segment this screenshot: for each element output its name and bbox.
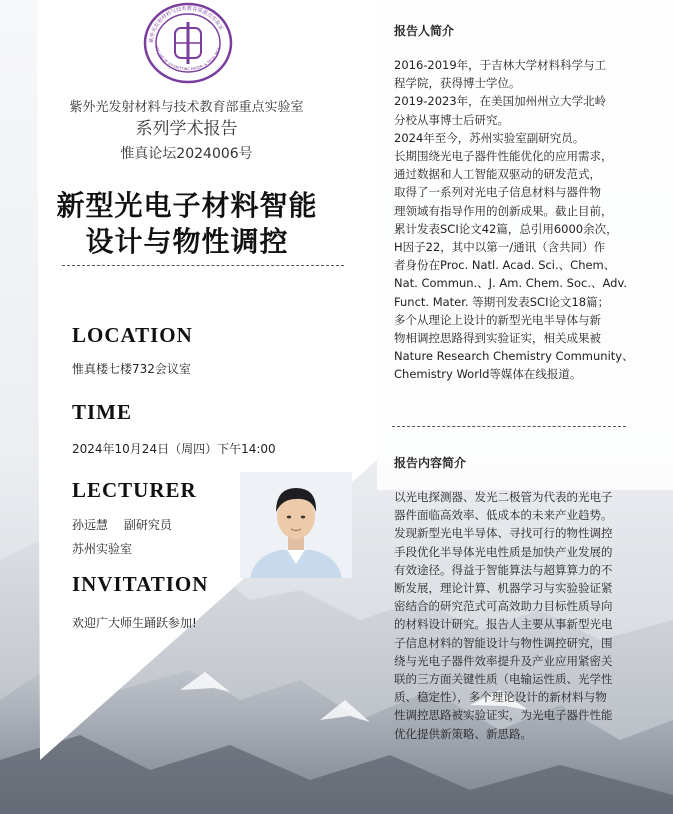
abstract-line: 密结合的研究范式可高效助力目标性质导向 bbox=[394, 599, 613, 614]
bio-line: 2024年至今，苏州实验室副研究员。 bbox=[394, 130, 585, 145]
location-heading: LOCATION bbox=[72, 323, 193, 347]
time-value: 2024年10月24日（周四）下午14:00 bbox=[72, 442, 276, 456]
bio-line: Nat. Commun.、J. Am. Chem. Soc.、Adv. bbox=[394, 276, 628, 291]
bio-line: 长期围绕光电子器件性能优化的应用需求， bbox=[394, 149, 613, 164]
abstract-line: 有效途径。得益于智能算法与超算算力的不 bbox=[394, 562, 613, 577]
talk-title-line1: 新型光电子材料智能 bbox=[56, 189, 318, 222]
series-title: 系列学术报告 bbox=[135, 119, 238, 139]
invitation-value: 欢迎广大师生踊跃参加! bbox=[72, 616, 197, 630]
bio-line: 多个从理论上设计的新型光电半导体与新 bbox=[394, 312, 601, 327]
bio-line: 2019-2023年，在美国加州州立大学北岭 bbox=[394, 94, 607, 109]
location-value: 惟真楼七楼732会议室 bbox=[72, 362, 191, 376]
abstract-heading: 报告内容简介 bbox=[394, 456, 467, 470]
invitation-heading: INVITATION bbox=[72, 572, 209, 596]
talk-title bbox=[30, 188, 344, 260]
abstract-line: 的材料设计研究。报告人主要从事新型光电 bbox=[394, 617, 613, 632]
bio-line: 2016-2019年，于吉林大学材料科学与工 bbox=[394, 58, 607, 72]
bio-text bbox=[394, 56, 664, 384]
bio-line: Nature Research Chemistry Community、 bbox=[394, 349, 634, 364]
lecturer-affiliation: 苏州实验室 bbox=[72, 542, 133, 556]
lecturer-heading: LECTURER bbox=[72, 478, 197, 502]
lecturer-photo bbox=[240, 472, 352, 578]
bio-line: Chemistry World等媒体在线报道。 bbox=[394, 367, 582, 382]
title-divider bbox=[62, 265, 344, 266]
bio-line: 通过数据和人工智能双驱动的研发范式， bbox=[394, 167, 601, 182]
bio-heading: 报告人简介 bbox=[394, 24, 455, 38]
time-heading: TIME bbox=[72, 400, 133, 424]
abstract-line: 断发展，理论计算、机器学习与实验验证紧 bbox=[394, 581, 613, 596]
forum-number: 惟真论坛2024006号 bbox=[120, 146, 253, 162]
abstract-line: 质、稳定性），多个理论设计的新材料与物 bbox=[394, 690, 607, 705]
bio-line: Funct. Mater. 等期刊发表SCI论文18篇； bbox=[394, 294, 610, 309]
abstract-line: 器件面临高效率、低成本的未来产业趋势。 bbox=[394, 508, 613, 523]
abstract-line: 子信息材料的智能设计与物性调控研究，围 bbox=[394, 635, 613, 650]
abstract-line: 联的三方面关键性质（电输运性质、光学性 bbox=[394, 672, 613, 687]
bio-line: 取得了一系列对光电子信息材料与器件物 bbox=[394, 185, 601, 200]
lab-name: 紫外光发射材料与技术教育部重点实验室 bbox=[69, 100, 304, 115]
bio-line: 者身份在Proc. Natl. Acad. Sci.、Chem、 bbox=[394, 258, 616, 273]
abstract-line: 绕与光电子器件效率提升及产业应用紧密关 bbox=[394, 653, 613, 668]
svg-text:紫外光发射材料与技术教育部重点实验室: 紫外光发射材料与技术教育部重点实验室 bbox=[148, 5, 224, 44]
bio-line: 理领域有指导作用的创新成果。截止目前， bbox=[394, 203, 613, 218]
bio-line: H因子22，其中以第一/通讯（含共同）作 bbox=[394, 240, 606, 255]
bio-line: 程学院，获得博士学位。 bbox=[394, 76, 521, 91]
bio-line: 累计发表SCI论文42篇，总引用6000余次， bbox=[394, 221, 618, 236]
abstract-line: 优化提供新策略、新思路。 bbox=[394, 726, 532, 741]
lecturer-name-title: 孙远慧 副研究员 bbox=[72, 518, 172, 532]
bio-line: 物相调控思路得到实验证实，相关成果被 bbox=[394, 331, 601, 346]
svg-text:KEY LAB OF UV-EMITTING MATER.: KEY LAB OF UV-EMITTING MATER. & TECH. MOE bbox=[154, 45, 222, 72]
section-divider bbox=[392, 426, 626, 427]
abstract-text bbox=[394, 488, 664, 743]
lab-logo-seal bbox=[143, 2, 233, 84]
abstract-line: 以光电探测器、发光二极管为代表的光电子 bbox=[394, 490, 613, 504]
talk-title-line2: 设计与物性调控 bbox=[85, 225, 289, 258]
abstract-line: 手段优化半导体光电性质是加快产业发展的 bbox=[394, 544, 613, 559]
bio-line: 分校从事博士后研究。 bbox=[394, 112, 509, 127]
abstract-line: 发现新型光电半导体、寻找可行的物性调控 bbox=[394, 526, 613, 541]
abstract-line: 性调控思路被实验证实，为光电子器件性能 bbox=[394, 708, 613, 723]
